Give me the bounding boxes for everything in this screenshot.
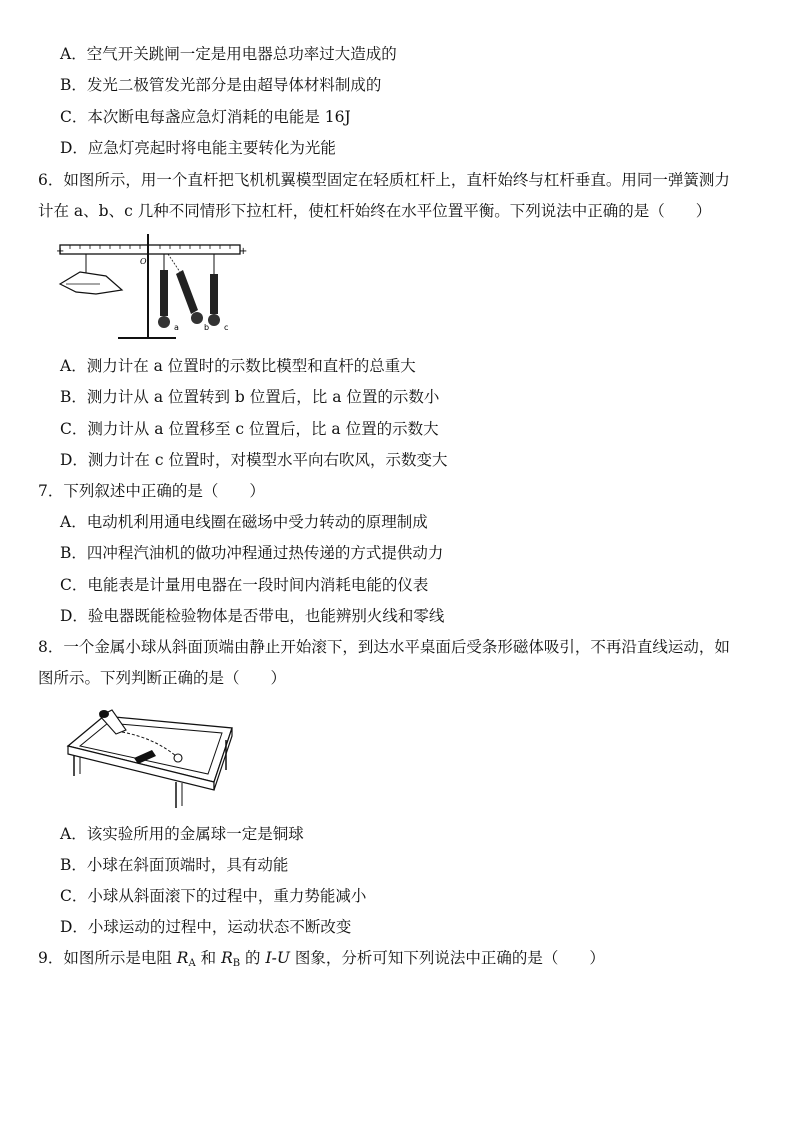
q7-option-d: D．验电器既能检验物体是否带电，也能辨别火线和零线 xyxy=(60,607,445,625)
q5-option-c: C．本次断电每盏应急灯消耗的电能是 16J xyxy=(60,108,351,126)
q9-resistor-b-sub: B xyxy=(232,958,241,969)
q8-option-a: A．该实验所用的金属球一定是铜球 xyxy=(60,825,304,843)
q8-stem-line2: 图所示。下列判断正确的是（ ） xyxy=(38,669,287,687)
q9-graph-label: I-U xyxy=(265,949,290,967)
q7-option-a: A．电动机利用通电线圈在磁场中受力转动的原理制成 xyxy=(60,513,428,531)
q9-stem-post: 的 xyxy=(240,949,266,967)
svg-text:+: + xyxy=(239,246,248,257)
q9-resistor-b-symbol: R xyxy=(221,949,233,967)
q6-lever-figure xyxy=(56,232,246,344)
q6-option-b: B．测力计从 a 位置转到 b 位置后，比 a 位置的示数小 xyxy=(60,388,440,406)
q8-stem-line1: 8．一个金属小球从斜面顶端由静止开始滚下，到达水平桌面后受条形磁体吸引，不再沿直线运动，如 xyxy=(38,638,730,656)
q8-option-c: C．小球从斜面滚下的过程中，重力势能减小 xyxy=(60,887,367,905)
q6-option-a: A．测力计在 a 位置时的示数比模型和直杆的总重大 xyxy=(60,357,416,375)
q9-stem-pre: 9．如图所示是电阻 xyxy=(38,949,177,967)
q8-option-d: D．小球运动的过程中，运动状态不断改变 xyxy=(60,918,352,936)
q6-label-b: b xyxy=(204,323,210,332)
q6-stem-line2: 计在 a、b、c 几种不同情形下拉杠杆，使杠杆始终在水平位置平衡。下列说法中正确的是（ ） xyxy=(38,202,712,220)
q6-label-a: a xyxy=(174,323,179,332)
q9-stem-end: 图象，分析可知下列说法中正确的是（ ） xyxy=(289,949,605,967)
q7-stem: 7．下列叙述中正确的是（ ） xyxy=(38,482,265,500)
q5-option-b: B．发光二极管发光部分是由超导体材料制成的 xyxy=(60,76,382,94)
q7-option-c: C．电能表是计量用电器在一段时间内消耗电能的仪表 xyxy=(60,576,429,594)
q5-option-d: D．应急灯亮起时将电能主要转化为光能 xyxy=(60,139,336,157)
q9-resistor-a-symbol: R xyxy=(176,949,189,967)
q6-option-d: D．测力计在 c 位置时，对模型水平向右吹风，示数变大 xyxy=(60,451,448,469)
q6-label-c: c xyxy=(224,323,229,332)
q6-pivot-label: O xyxy=(140,257,147,266)
q9-stem xyxy=(38,948,605,974)
q7-option-b: B．四冲程汽油机的做功冲程通过热传递的方式提供动力 xyxy=(60,544,444,562)
q8-option-b: B．小球在斜面顶端时，具有动能 xyxy=(60,856,289,874)
svg-text:+: + xyxy=(56,246,65,257)
q9-stem-mid: 和 xyxy=(195,949,222,967)
q9-resistor-a-sub: A xyxy=(188,958,196,969)
q5-option-a: A．空气开关跳闸一定是用电器总功率过大造成的 xyxy=(60,45,397,63)
q6-stem-line1: 6．如图所示，用一个直杆把飞机机翼模型固定在轻质杠杆上，直杆始终与杠杆垂直。用同一弹簧测力 xyxy=(38,171,730,189)
q8-table-figure xyxy=(64,704,234,812)
q6-option-c: C．测力计从 a 位置移至 c 位置后，比 a 位置的示数大 xyxy=(60,420,439,438)
